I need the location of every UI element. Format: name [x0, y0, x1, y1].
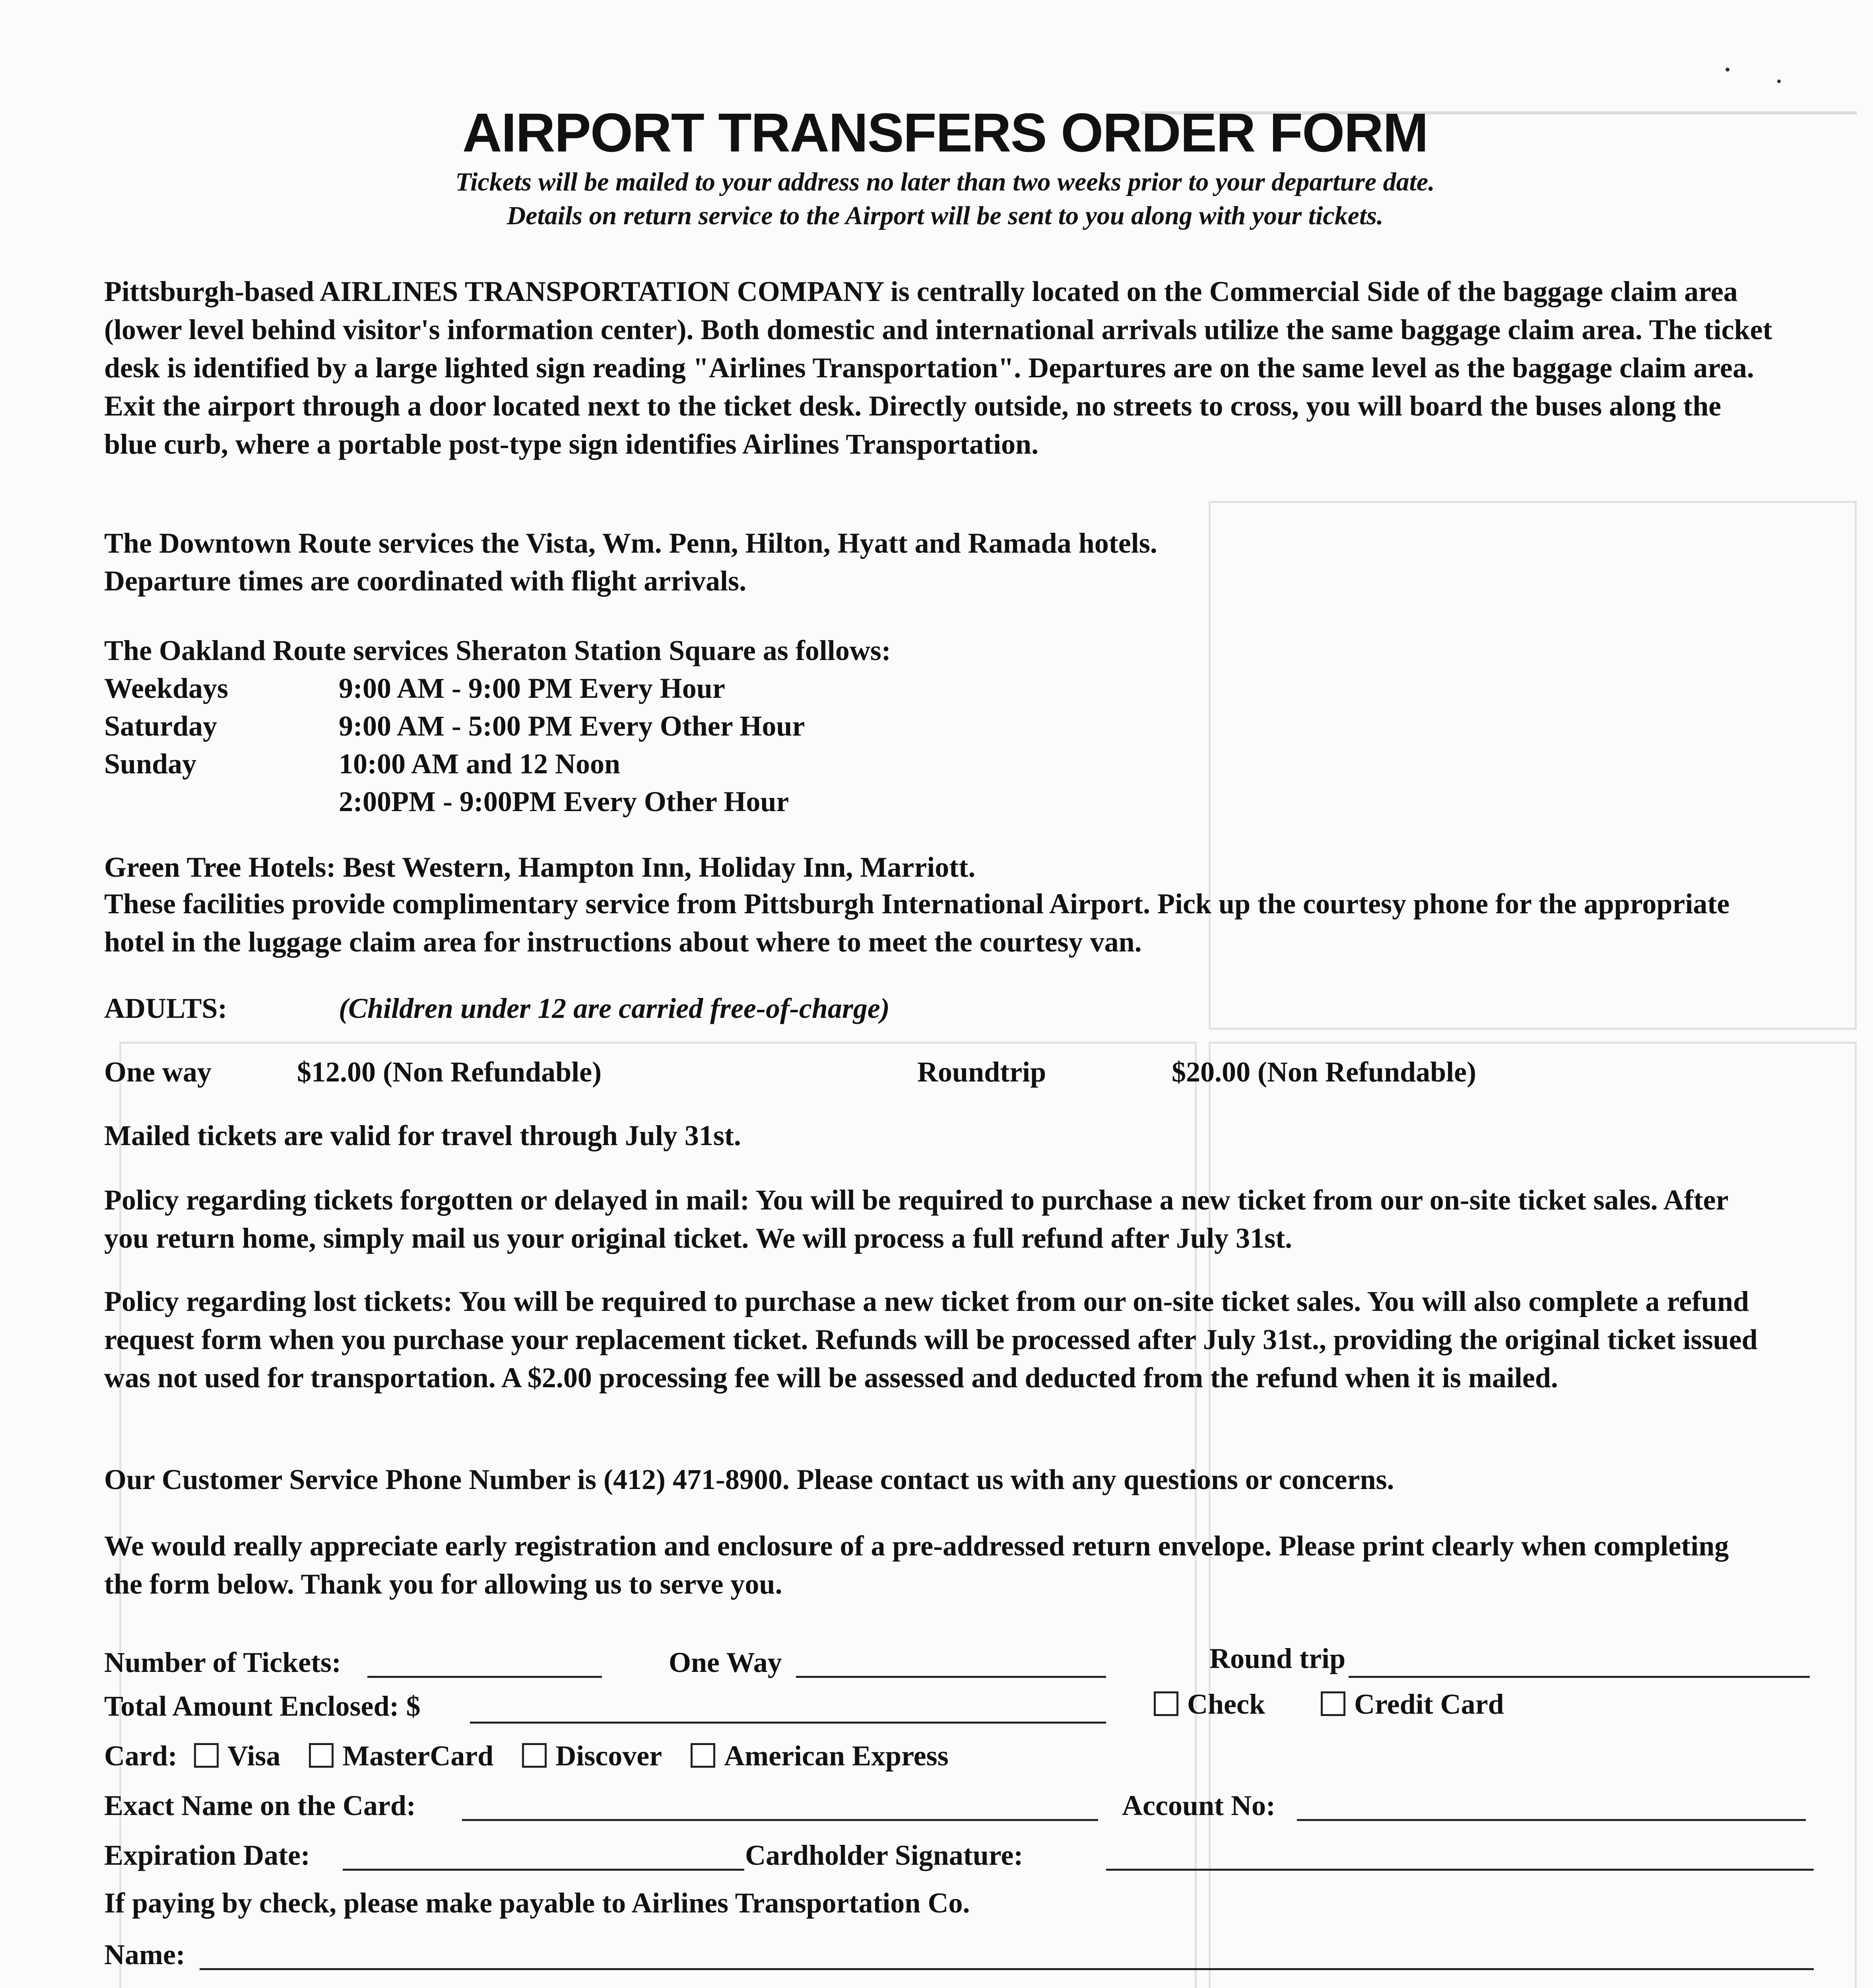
num-tickets-label: Number of Tickets: [104, 1646, 342, 1678]
pen-mark [1777, 80, 1781, 83]
greentree-text: These facilities provide complimentary service from Pittsburgh International Airport. Pick up the courtesy phone for the appropriate hotel in the luggage claim area for instructions about where to meet the courtesy van. [104, 888, 1730, 958]
name-label: Name: [104, 1939, 185, 1971]
pen-mark [1725, 68, 1729, 72]
schedule-time: 2:00PM - 9:00PM Every Other Hour [339, 786, 789, 817]
check-option[interactable]: Check [1154, 1688, 1265, 1721]
greentree-heading: Green Tree Hotels: Best Western, Hampton Inn, Holiday Inn, Marriott. [104, 851, 976, 883]
expiration-field[interactable] [343, 1869, 744, 1871]
schedule-time: 10:00 AM and 12 Noon [339, 748, 621, 780]
policy-lost-label: Policy regarding lost tickets: [104, 1285, 453, 1317]
total-enclosed-label: Total Amount Enclosed: $ [104, 1690, 421, 1722]
discover-option[interactable]: Discover [522, 1740, 662, 1773]
account-no-label: Account No: [1122, 1790, 1275, 1821]
adults-label: ADULTS: [104, 992, 227, 1024]
oneway-price: $12.00 (Non Refundable) [297, 1056, 602, 1088]
mastercard-checkbox[interactable] [309, 1743, 334, 1768]
visa-option[interactable]: Visa [194, 1740, 280, 1773]
schedule-day: Weekdays [104, 672, 229, 704]
schedule-day: Sunday [104, 748, 197, 780]
roundtrip-price: $20.00 (Non Refundable) [1172, 1056, 1477, 1088]
downtown-heading: The Downtown Route services the Vista, Wm. Penn, Hilton, Hyatt and Ramada hotels. [104, 527, 1157, 559]
schedule-time: 9:00 AM - 9:00 PM Every Hour [339, 672, 725, 704]
one-way-field[interactable] [796, 1676, 1106, 1678]
credit-card-option[interactable]: Credit Card [1321, 1688, 1504, 1721]
customer-service-phone: (412) 471-8900. [603, 1464, 790, 1495]
children-note: (Children under 12 are carried free-of-charge) [339, 992, 890, 1024]
account-no-field[interactable] [1297, 1819, 1806, 1821]
mastercard-option[interactable]: MasterCard [309, 1740, 493, 1773]
valid-note: Mailed tickets are valid for travel through July 31st. [104, 1120, 741, 1151]
check-checkbox[interactable] [1154, 1691, 1178, 1716]
round-trip-field[interactable] [1349, 1676, 1810, 1678]
oakland-heading: The Oakland Route services Sheraton Station Square as follows: [104, 635, 891, 666]
cardholder-sig-field[interactable] [1106, 1869, 1814, 1871]
round-trip-label: Round trip [1209, 1642, 1346, 1674]
policy-forgotten: Policy regarding tickets forgotten or delayed in mail: You will be required to purchase a new ticket from our on-site ticket sales. After you return home, simply mail us your original ticket. We will process a full refund after July 31st. [104, 1184, 1728, 1254]
policy-lost: Policy regarding lost tickets: You will be required to purchase a new ticket from our on-site ticket sales. You will also complete a refund request form when you purchase your replacement ticket. Refunds will be processed after July 31st., providing the original ticket issued was not used for transportation. A $2.00 processing fee will be assessed and deducted from the refund when it is mailed. [104, 1285, 1758, 1394]
visa-checkbox[interactable] [194, 1743, 219, 1768]
customer-service: Our Customer Service Phone Number is (412) 471-8900. Please contact us with any questions or concerns. [104, 1464, 1394, 1495]
check-payable-note: If paying by check, please make payable to Airlines Transportation Co. [104, 1887, 970, 1919]
schedule-time: 9:00 AM - 5:00 PM Every Other Hour [339, 710, 805, 742]
appreciation-text: We would really appreciate early registration and enclosure of a pre-addressed return envelope. Please print clearly when completing the form below. Thank you for allowing us to serve you. [104, 1530, 1729, 1600]
schedule-day: Saturday [104, 710, 217, 742]
cardholder-sig-label: Cardholder Signature: [745, 1839, 1023, 1871]
expiration-label: Expiration Date: [104, 1839, 310, 1871]
policy-forgotten-label: Policy regarding tickets forgotten or delayed in mail: [104, 1184, 750, 1216]
card-type-row [104, 1740, 970, 1773]
exact-name-label: Exact Name on the Card: [104, 1790, 416, 1821]
one-way-label: One Way [669, 1646, 782, 1678]
subtitle-line: Tickets will be mailed to your address no later than two weeks prior to your departure date. [455, 167, 1435, 196]
num-tickets-field[interactable] [367, 1676, 602, 1678]
downtown-text: Departure times are coordinated with flight arrivals. [104, 565, 747, 597]
roundtrip-label: Roundtrip [917, 1056, 1046, 1088]
amex-option[interactable]: American Express [691, 1740, 949, 1773]
credit-card-checkbox[interactable] [1321, 1691, 1345, 1716]
exact-name-field[interactable] [462, 1819, 1098, 1821]
oneway-label: One way [104, 1056, 212, 1088]
company-name: AIRLINES TRANSPORTATION COMPANY [320, 276, 883, 307]
subtitle-line: Details on return service to the Airport will be sent to you along with your tickets. [507, 201, 1384, 230]
card-label: Card: [104, 1740, 177, 1772]
intro-paragraph: Pittsburgh-based AIRLINES TRANSPORTATION COMPANY is centrally located on the Commercial Side of the baggage claim area (lower level behind visitor's information center). Both domestic and international arrivals utilize the same baggage claim area. The ticket desk is identified by a large lighted sign reading "Airlines Transportation". Departures are on the same level as the baggage claim area. Exit the airport through a door located next to the ticket desk. Directly outside, no streets to cross, you will board the buses along the blue curb, where a portable post-type sign identifies Airlines Transportation. [104, 276, 1772, 460]
discover-checkbox[interactable] [522, 1743, 547, 1768]
name-field[interactable] [200, 1968, 1814, 1970]
total-enclosed-field[interactable] [470, 1722, 1106, 1724]
page-title: AIRPORT TRANSFERS ORDER FORM [462, 102, 1428, 163]
amex-checkbox[interactable] [691, 1743, 715, 1768]
